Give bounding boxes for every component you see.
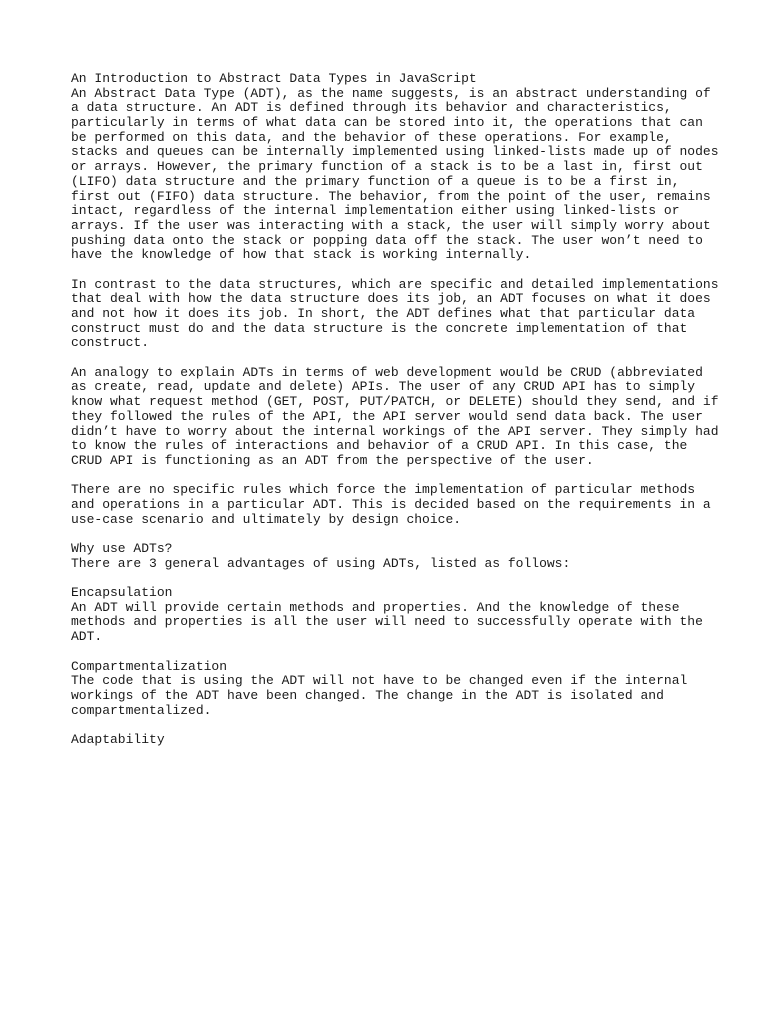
text-line: methods and properties is all the user will need to successfully operate with the	[71, 614, 703, 630]
text-line: compartmentalized.	[71, 702, 212, 718]
section-compartmentalization	[71, 660, 711, 719]
text-line: An ADT will provide certain methods and properties. And the knowledge of these	[71, 599, 680, 615]
text-line: and operations in a particular ADT. This is decided based on the requirements in a	[71, 496, 711, 512]
paragraph-gap	[71, 351, 711, 366]
section-adaptability	[71, 733, 711, 748]
text-line: intact, regardless of the internal implementation either using linked-lists or	[71, 203, 680, 219]
section-why	[71, 542, 711, 571]
text-line: or arrays. However, the primary function of a stack is to be a last in, first out	[71, 159, 703, 175]
paragraph-gap	[71, 645, 711, 660]
paragraph-analogy	[71, 364, 719, 469]
text-line: pushing data onto the stack or popping data off the stack. The user won’t need to	[71, 232, 703, 248]
paragraph-gap	[71, 718, 711, 733]
text-line: There are 3 general advantages of using ADTs, listed as follows:	[71, 555, 571, 571]
text-line: to know the rules of interactions and behavior of a CRUD API. In this case, the	[71, 438, 688, 454]
text-line: construct must do and the data structure is the concrete implementation of that	[71, 320, 688, 336]
document-title: An Introduction to Abstract Data Types in JavaScript	[71, 71, 477, 86]
text-line: first out (FIFO) data structure. The behavior, from the point of the user, remains	[71, 188, 711, 204]
text-line: didn’t have to worry about the internal workings of the API server. They simply had	[71, 423, 719, 439]
text-line: that deal with how the data structure does its job, an ADT focuses on what it does	[71, 291, 711, 307]
section-heading: Encapsulation	[71, 585, 173, 601]
text-line: particularly in terms of what data can be stored into it, the operations that can	[71, 115, 703, 131]
text-line: a data structure. An ADT is defined through its behavior and characteristics,	[71, 100, 672, 116]
text-line: CRUD API is functioning as an ADT from the perspective of the user.	[71, 452, 594, 468]
text-line: (LIFO) data structure and the primary function of a queue is to be a first in,	[71, 173, 680, 189]
text-line: construct.	[71, 335, 150, 351]
paragraph-contrast	[71, 276, 719, 351]
text-line: stacks and queues can be internally implemented using linked-lists made up of nodes	[71, 144, 719, 160]
text-line: workings of the ADT have been changed. The change in the ADT is isolated and	[71, 687, 664, 703]
text-line: The code that is using the ADT will not have to be changed even if the internal	[71, 673, 688, 689]
text-line: they followed the rules of the API, the API server would send data back. The user	[71, 408, 703, 424]
text-line: In contrast to the data structures, which are specific and detailed implementations	[71, 276, 719, 292]
paragraph-gap	[71, 469, 711, 484]
section-heading: Adaptability	[71, 731, 165, 747]
text-line: and not how it does its job. In short, the ADT defines what that particular data	[71, 306, 696, 321]
text-line: ADT.	[71, 629, 103, 645]
paragraph-intro	[71, 71, 719, 263]
text-line: arrays. If the user was interacting with a stack, the user will simply worry about	[71, 217, 711, 233]
paragraph-rules	[71, 483, 711, 527]
text-line: An analogy to explain ADTs in terms of web development would be CRUD (abbreviated	[71, 364, 703, 380]
paragraph-gap	[71, 527, 711, 542]
text-line: There are no specific rules which force the implementation of particular methods	[71, 482, 696, 498]
section-encapsulation	[71, 586, 711, 645]
section-heading: Compartmentalization	[71, 658, 228, 674]
text-line: as create, read, update and delete) APIs. The user of any CRUD API has to simply	[71, 379, 696, 395]
section-heading: Why use ADTs?	[71, 541, 173, 556]
paragraph-gap	[71, 571, 711, 586]
paragraph-gap	[71, 263, 711, 278]
text-line: An Abstract Data Type (ADT), as the name suggests, is an abstract understanding of	[71, 85, 711, 101]
text-line: be performed on this data, and the behavior of these operations. For example,	[71, 129, 672, 145]
text-line: know what request method (GET, POST, PUT/PATCH, or DELETE) should they send, and if	[71, 394, 719, 410]
text-line: use-case scenario and ultimately by design choice.	[71, 511, 462, 527]
document-page	[71, 71, 719, 748]
text-line: have the knowledge of how that stack is working internally.	[71, 247, 532, 263]
